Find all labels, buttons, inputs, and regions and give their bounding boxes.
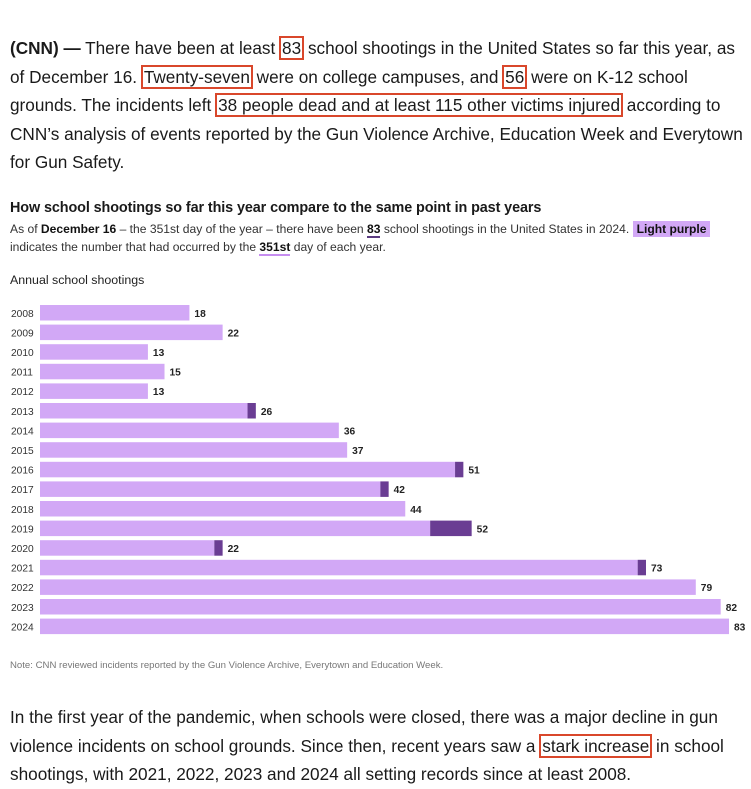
bar-light-2020 (40, 540, 214, 556)
highlight-victims: 38 people dead and at least 115 other victims injured (215, 93, 623, 117)
bar-dark-2013 (248, 403, 256, 419)
y-tick-label-2012: 2012 (11, 387, 34, 399)
y-tick-label-2020: 2020 (11, 543, 34, 555)
bar-light-2017 (40, 481, 380, 497)
bar-light-2008 (40, 305, 189, 321)
data-label-2021: 73 (650, 563, 663, 575)
highlight-83: 83 (279, 36, 304, 60)
chart-title: How school shootings so far this year compare to the same point in past years (10, 200, 542, 216)
highlight-twenty-seven: Twenty-seven (141, 65, 253, 89)
bar-light-2012 (40, 383, 148, 399)
bar-light-2024 (40, 619, 729, 635)
subtitle-text: – the 351st day of the year – there have been (116, 222, 368, 236)
data-label-2018: 44 (410, 504, 422, 516)
bar-dark-2020 (214, 540, 222, 556)
subtitle-text: day of each year. (290, 240, 386, 254)
legend-chip-light-purple: Light purple (633, 221, 711, 237)
intro-text: were on K-12 school grounds. The incidents left (10, 66, 688, 115)
data-label-2019: 52 (476, 524, 489, 536)
data-label-2022: 79 (700, 583, 713, 595)
y-tick-label-2017: 2017 (11, 485, 34, 497)
y-tick-label-2023: 2023 (11, 602, 34, 614)
highlight-stark-increase: stark increase (539, 734, 652, 758)
bar-light-2023 (40, 599, 721, 615)
subtitle-day: 351st (259, 240, 291, 254)
data-label-2017: 42 (393, 485, 405, 497)
y-tick-label-2024: 2024 (11, 622, 34, 634)
data-label-2012: 13 (152, 387, 165, 399)
subtitle-text: school shootings in the United States in 2024. (380, 222, 633, 236)
bar-light-2021 (40, 560, 638, 576)
data-label-2008: 18 (194, 308, 206, 320)
outro-text: in school shootings, with 2021, 2022, 2023 and 2024 all setting records since at least 2008. (10, 735, 724, 784)
y-tick-label-2009: 2009 (11, 328, 34, 340)
data-label-2010: 13 (152, 347, 165, 359)
y-tick-label-2016: 2016 (11, 465, 34, 477)
bar-light-2019 (40, 521, 430, 537)
data-label-2013: 26 (260, 406, 273, 418)
intro-text: school shootings in the United States so far this year, as of December 16. (10, 38, 736, 87)
chart-subtitle (10, 220, 745, 256)
y-tick-label-2022: 2022 (11, 583, 34, 595)
chart-note: Note: CNN reviewed incidents reported by the Gun Violence Archive, Everytown and Education Week. (10, 660, 444, 671)
bar-light-2013 (40, 403, 248, 419)
source-label: (CNN) — (10, 38, 81, 58)
bar-light-2016 (40, 462, 455, 478)
outro-paragraph (10, 703, 750, 789)
highlight-56: 56 (502, 65, 527, 89)
bar-dark-2016 (455, 462, 463, 478)
y-tick-label-2021: 2021 (11, 563, 34, 575)
subtitle-date: December 16 (40, 222, 117, 236)
intro-text: according to CNN’s analysis of events reported by the Gun Violence Archive, Education Week and Everytown for Gun Safety. (10, 95, 743, 172)
intro-text: There have been at least (80, 38, 281, 58)
bar-dark-2021 (638, 560, 646, 576)
bar-chart (0, 300, 751, 645)
bar-dark-2017 (380, 481, 388, 497)
subtitle-text: indicates the number that had occurred by the (10, 240, 260, 254)
data-label-2009: 22 (227, 328, 239, 340)
data-label-2015: 37 (352, 445, 364, 457)
subtitle-count: 83 (367, 222, 381, 236)
intro-text: were on college campuses, and (251, 66, 504, 87)
bar-light-2011 (40, 364, 165, 380)
outro-text: In the first year of the pandemic, when schools were closed, there was a major decline in gun violence incidents on school grounds. Since then, recent years saw a (10, 707, 718, 756)
bar-light-2010 (40, 344, 148, 360)
data-label-2023: 82 (725, 602, 738, 614)
data-label-2016: 51 (468, 465, 480, 477)
y-tick-label-2014: 2014 (11, 426, 34, 438)
bar-light-2014 (40, 423, 339, 439)
y-tick-label-2013: 2013 (11, 406, 34, 418)
subtitle-text: As of (10, 222, 41, 236)
y-tick-label-2019: 2019 (11, 524, 34, 536)
data-label-2020: 22 (227, 543, 239, 555)
bar-light-2009 (40, 325, 223, 341)
data-label-2014: 36 (343, 426, 356, 438)
y-tick-label-2011: 2011 (11, 367, 33, 379)
data-label-2011: 15 (169, 367, 181, 379)
y-tick-label-2015: 2015 (11, 445, 34, 457)
bar-light-2018 (40, 501, 405, 517)
y-tick-label-2018: 2018 (11, 504, 34, 516)
intro-paragraph (10, 34, 750, 177)
data-label-2024: 83 (734, 622, 746, 634)
bar-light-2015 (40, 442, 347, 458)
y-tick-label-2008: 2008 (11, 308, 34, 320)
y-tick-label-2010: 2010 (11, 347, 34, 359)
bar-light-2022 (40, 579, 696, 595)
chart-axis-title: Annual school shootings (10, 273, 145, 287)
bar-dark-2019 (430, 521, 472, 537)
